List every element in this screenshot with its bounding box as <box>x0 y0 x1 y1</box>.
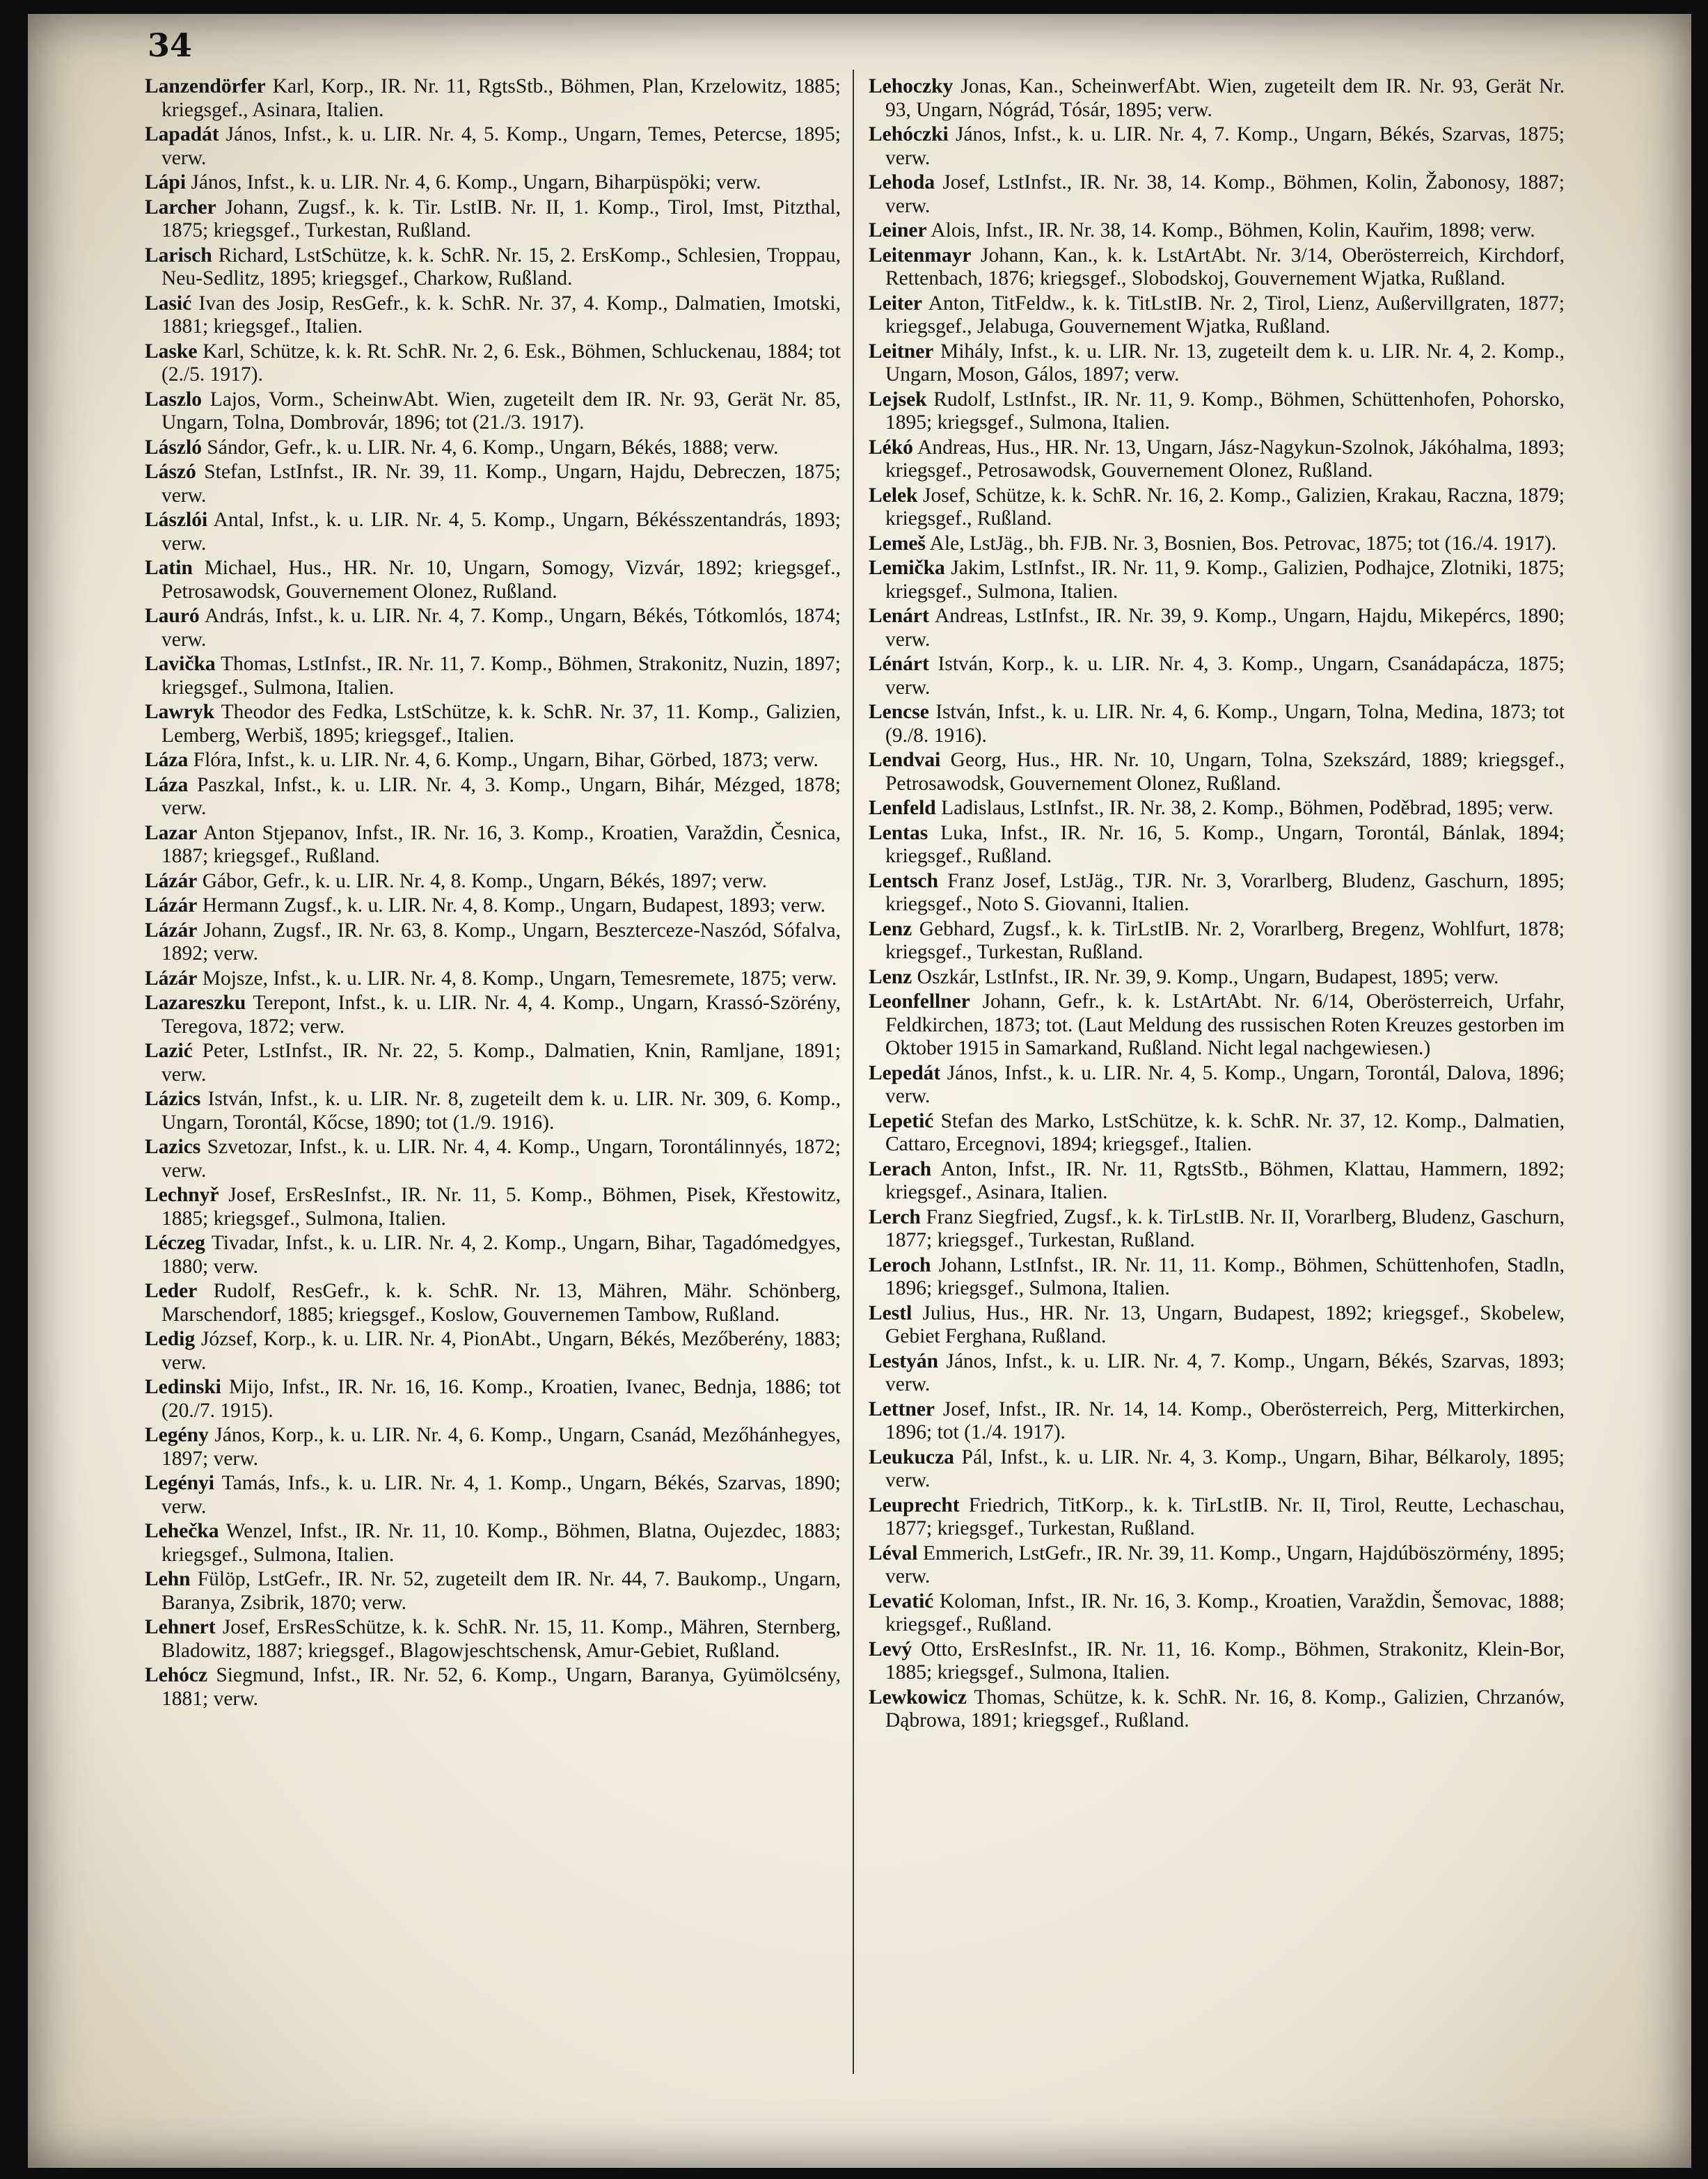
entry-surname: Lanzendörfer <box>145 75 266 97</box>
entry-details: Julius, Hus., HR. Nr. 13, Ungarn, Budapest, 1892; kriegsgef., Skobelew, Gebiet Ferghana, Rußland. <box>885 1301 1565 1347</box>
document-page <box>28 14 1691 2168</box>
entry-details: János, Korp., k. u. LIR. Nr. 4, 6. Komp., Ungarn, Csanád, Mezőhánhegyes, 1897; verw. <box>161 1424 841 1470</box>
list-entry <box>145 822 841 869</box>
list-entry <box>145 123 841 170</box>
list-entry <box>145 1520 841 1567</box>
entry-details: Karl, Korp., IR. Nr. 11, RgtsStb., Böhmen, Plan, Krzelowitz, 1885; kriegsgef., Asinara, Italien. <box>161 75 841 121</box>
entry-details: Johann, LstInfst., IR. Nr. 11, 11. Komp., Böhmen, Schüttenhofen, Stadln, 1896; kriegsgef., Sulmona, Italien. <box>885 1253 1565 1299</box>
entry-details: Georg, Hus., HR. Nr. 10, Ungarn, Tolna, Szekszárd, 1889; kriegsgef., Petrosawodsk, Gouvernement Olonez, Rußland. <box>885 749 1565 795</box>
list-entry <box>869 701 1565 747</box>
entry-surname: Lénárt <box>869 653 929 675</box>
list-entry <box>145 653 841 699</box>
entry-surname: Lettner <box>869 1397 935 1420</box>
list-entry <box>145 749 841 772</box>
entry-details: Friedrich, TitKorp., k. k. TirLstIB. Nr. II, Tirol, Reutte, Lechaschau, 1877; kriegsgef., Turkestan, Rußland. <box>885 1493 1565 1539</box>
column-left <box>145 75 841 2079</box>
entry-details: Lajos, Vorm., ScheinwAbt. Wien, zugeteilt dem IR. Nr. 93, Gerät Nr. 85, Ungarn, Tolna, Dombrovár, 1896; tot (21./3. 1917). <box>161 388 841 434</box>
entry-surname: Ledinski <box>145 1376 221 1398</box>
entry-details: Thomas, Schütze, k. k. SchR. Nr. 16, 8. Komp., Galizien, Chrzanów, Dąbrowa, 1891; kriegsgef., Rußland. <box>885 1686 1565 1732</box>
entry-surname: Lenz <box>869 917 912 940</box>
entry-surname: Lepedát <box>869 1061 941 1084</box>
entry-details: Mijo, Infst., IR. Nr. 16, 16. Komp., Kroatien, Ivanec, Bednja, 1886; tot (20./7. 1915). <box>161 1376 841 1422</box>
entry-surname: Lerach <box>869 1157 932 1180</box>
list-entry <box>145 774 841 821</box>
list-entry <box>869 340 1565 387</box>
entry-surname: Lepetić <box>869 1109 934 1132</box>
list-entry <box>145 1424 841 1471</box>
entry-details: Szvetozar, Infst., k. u. LIR. Nr. 4, 4. Komp., Ungarn, Torontálinnyés, 1872; verw. <box>161 1136 841 1182</box>
column-divider <box>853 70 854 2074</box>
entry-details: Karl, Schütze, k. k. Rt. SchR. Nr. 2, 6. Esk., Böhmen, Schluckenau, 1884; tot (2./5. 1917). <box>161 340 841 386</box>
entry-surname: Lehoda <box>869 171 935 193</box>
list-entry <box>869 605 1565 651</box>
list-entry <box>145 1136 841 1182</box>
entry-surname: Lászó <box>145 461 196 483</box>
entry-surname: Levatić <box>869 1590 934 1613</box>
list-entry <box>869 484 1565 531</box>
entry-surname: Lawryk <box>145 701 214 723</box>
entry-surname: Laske <box>145 340 198 363</box>
entry-surname: Lapadát <box>145 123 219 145</box>
entry-details: Stefan, LstInfst., IR. Nr. 39, 11. Komp., Ungarn, Hajdu, Debreczen, 1875; verw. <box>161 461 841 507</box>
list-entry <box>869 1398 1565 1445</box>
entry-details: Luka, Infst., IR. Nr. 16, 5. Komp., Ungarn, Torontál, Bánlak, 1894; kriegsgef., Rußland. <box>885 821 1565 867</box>
entry-details: János, Infst., k. u. LIR. Nr. 4, 7. Komp., Ungarn, Békés, Szarvas, 1893; verw. <box>885 1349 1565 1395</box>
entry-surname: Lenárt <box>869 605 929 627</box>
list-entry <box>869 1110 1565 1157</box>
entry-surname: Lencse <box>869 701 929 723</box>
entry-details: Terepont, Infst., k. u. LIR. Nr. 4, 4. Komp., Ungarn, Krassó-Szörény, Teregova, 1872; verw. <box>161 992 841 1038</box>
entry-details: Antal, Infst., k. u. LIR. Nr. 4, 5. Komp., Ungarn, Békésszentandrás, 1893; verw. <box>161 509 841 555</box>
list-entry <box>145 1328 841 1374</box>
entry-surname: Legény <box>145 1424 209 1446</box>
list-entry <box>869 966 1565 990</box>
entry-details: Peter, LstInfst., IR. Nr. 22, 5. Komp., Dalmatien, Knin, Ramljane, 1891; verw. <box>161 1040 841 1086</box>
list-entry <box>869 75 1565 122</box>
list-entry <box>145 919 841 966</box>
entry-surname: Lenfeld <box>869 797 936 819</box>
entry-details: Alois, Infst., IR. Nr. 38, 14. Komp., Böhmen, Kolin, Kauřim, 1898; verw. <box>926 219 1535 241</box>
entry-details: Ladislaus, LstInfst., IR. Nr. 38, 2. Komp., Böhmen, Poděbrad, 1895; verw. <box>935 797 1553 819</box>
entry-surname: Lehócz <box>145 1664 208 1686</box>
entry-details: Jakim, LstInfst., IR. Nr. 11, 9. Komp., Galizien, Podhajce, Zlotniki, 1875; kriegsgef., Sulmona, Italien. <box>885 557 1565 603</box>
entry-details: Michael, Hus., HR. Nr. 10, Ungarn, Somogy, Vizvár, 1892; kriegsgef., Petrosawodsk, Gouvernement Olonez, Rußland. <box>161 557 841 603</box>
list-entry <box>145 870 841 894</box>
list-entry <box>869 822 1565 869</box>
list-entry <box>145 340 841 387</box>
entry-surname: Leitenmayr <box>869 244 972 267</box>
entry-surname: Lemeš <box>869 532 926 555</box>
entry-details: Johann, Gefr., k. k. LstArtAbt. Nr. 6/14, Oberösterreich, Urfahr, Feldkirchen, 1873; tot. (Laut Meldung des russischen Roten Kreuzes gestorben im Oktober 1915 in Samarkand, Rußland. Nicht legal nachgewiesen.) <box>885 990 1565 1059</box>
list-entry <box>869 749 1565 795</box>
entry-surname: Latin <box>145 557 193 579</box>
entry-details: János, Infst., k. u. LIR. Nr. 4, 7. Komp., Ungarn, Békés, Szarvas, 1875; verw. <box>885 123 1565 169</box>
list-entry <box>869 388 1565 435</box>
entry-surname: Lászlói <box>145 509 208 531</box>
entry-details: János, Infst., k. u. LIR. Nr. 4, 6. Komp., Ungarn, Biharpüspöki; verw. <box>186 171 761 193</box>
list-entry <box>869 1542 1565 1589</box>
entry-surname: Leuprecht <box>869 1493 960 1516</box>
entry-surname: Levý <box>869 1638 912 1661</box>
entry-surname: Lechnyř <box>145 1184 219 1206</box>
entry-details: Johann, Zugsf., k. k. Tir. LstIB. Nr. II, 1. Komp., Tirol, Imst, Pitzthal, 1875; kriegsgef., Turkestan, Rußland. <box>161 196 841 241</box>
list-entry <box>869 1494 1565 1541</box>
entry-surname: Lehoczky <box>869 75 954 97</box>
entry-surname: Lehnert <box>145 1616 216 1638</box>
list-entry <box>869 1254 1565 1301</box>
list-entry <box>145 1232 841 1278</box>
list-entry <box>869 918 1565 965</box>
list-entry <box>869 436 1565 483</box>
entry-details: Paszkal, Infst., k. u. LIR. Nr. 4, 3. Komp., Ungarn, Bihár, Mézged, 1878; verw. <box>161 773 841 819</box>
entry-details: Ivan des Josip, ResGefr., k. k. SchR. Nr. 37, 4. Komp., Dalmatien, Imotski, 1881; kriegsgef., Italien. <box>161 292 841 338</box>
list-entry <box>145 1616 841 1663</box>
entry-surname: Lázics <box>145 1088 201 1110</box>
entry-surname: Leitner <box>869 340 934 363</box>
list-entry <box>869 653 1565 699</box>
entry-surname: Lazics <box>145 1136 201 1158</box>
list-entry <box>869 557 1565 603</box>
entry-details: Theodor des Fedka, LstSchütze, k. k. SchR. Nr. 37, 11. Komp., Galizien, Lemberg, Werbiš, 1895; kriegsgef., Italien. <box>161 701 841 747</box>
entry-surname: Lázár <box>145 894 198 917</box>
list-entry <box>869 1638 1565 1685</box>
list-entry <box>145 436 841 460</box>
entry-details: Emmerich, LstGefr., IR. Nr. 39, 11. Komp., Ungarn, Hajdúböszörmény, 1895; verw. <box>885 1542 1565 1587</box>
list-entry <box>145 701 841 747</box>
page-number: 34 <box>148 26 193 64</box>
entry-surname: Lestyán <box>869 1349 938 1372</box>
entry-surname: Láza <box>145 749 189 771</box>
list-entry <box>145 557 841 603</box>
entry-surname: Lavička <box>145 653 216 675</box>
list-entry <box>869 244 1565 291</box>
list-entry <box>869 292 1565 339</box>
list-entry <box>145 1472 841 1519</box>
entry-details: Hermann Zugsf., k. u. LIR. Nr. 4, 8. Komp., Ungarn, Budapest, 1893; verw. <box>197 894 825 917</box>
entry-details: Anton Stjepanov, Infst., IR. Nr. 16, 3. Komp., Kroatien, Varaždin, Česnica, 1887; kriegsgef., Rußland. <box>161 821 841 867</box>
list-entry <box>869 1062 1565 1109</box>
entry-surname: Lazareszku <box>145 992 246 1014</box>
entry-details: András, Infst., k. u. LIR. Nr. 4, 7. Komp., Ungarn, Békés, Tótkomlós, 1874; verw. <box>161 605 841 651</box>
entry-surname: Lazar <box>145 821 198 844</box>
entry-details: Franz Josef, LstJäg., TJR. Nr. 3, Vorarlberg, Bludenz, Gaschurn, 1895; kriegsgef., Noto S. Giovanni, Italien. <box>885 869 1565 915</box>
entry-surname: Lasić <box>145 292 192 315</box>
entry-surname: Lewkowicz <box>869 1686 967 1709</box>
column-right <box>869 75 1565 2079</box>
list-entry <box>869 219 1565 243</box>
entry-details: Gábor, Gefr., k. u. LIR. Nr. 4, 8. Komp., Ungarn, Békés, 1897; verw. <box>197 869 768 892</box>
entry-surname: Lázár <box>145 869 198 892</box>
entry-details: Franz Siegfried, Zugsf., k. k. TirLstIB. Nr. II, Vorarlberg, Bludenz, Gaschurn, 1877; kriegsgef., Turkestan, Rußland. <box>885 1205 1565 1251</box>
entry-details: Thomas, LstInfst., IR. Nr. 11, 7. Komp., Böhmen, Strakonitz, Nuzin, 1897; kriegsgef., Sulmona, Italien. <box>161 653 841 699</box>
list-entry <box>145 1664 841 1711</box>
list-entry <box>869 797 1565 821</box>
entry-details: Fülöp, LstGefr., IR. Nr. 52, zugeteilt dem IR. Nr. 44, 7. Baukomp., Ungarn, Baranya, Zsibrik, 1870; verw. <box>161 1568 841 1614</box>
list-entry <box>869 1590 1565 1637</box>
entry-surname: Larcher <box>145 196 216 219</box>
entry-details: Josef, LstInfst., IR. Nr. 38, 14. Komp., Böhmen, Kolin, Žabonosy, 1887; verw. <box>885 171 1565 217</box>
entry-surname: Lenz <box>869 965 912 988</box>
entry-surname: Lehečka <box>145 1520 219 1542</box>
entry-details: Josef, ErsResSchütze, k. k. SchR. Nr. 15, 11. Komp., Mähren, Sternberg, Bladowitz, 1887; kriegsgef., Blagowjeschtschensk, Amur-Gebiet, Rußland. <box>161 1616 841 1662</box>
entry-details: Richard, LstSchütze, k. k. SchR. Nr. 15, 2. ErsKomp., Schlesien, Troppau, Neu-Sedlitz, 1895; kriegsgef., Charkow, Rußland. <box>161 244 841 290</box>
entry-surname: Lauró <box>145 605 200 627</box>
entry-surname: Leiter <box>869 292 922 315</box>
entry-surname: Léczeg <box>145 1232 205 1254</box>
entry-details: Anton, Infst., IR. Nr. 11, RgtsStb., Böhmen, Klattau, Hammern, 1892; kriegsgef., Asinara, Italien. <box>885 1157 1565 1203</box>
entry-details: Josef, Infst., IR. Nr. 14, 14. Komp., Oberösterreich, Perg, Mitterkirchen, 1896; tot (1./4. 1917). <box>885 1397 1565 1443</box>
entry-details: Josef, ErsResInfst., IR. Nr. 11, 5. Komp., Böhmen, Pisek, Křestowitz, 1885; kriegsgef., Sulmona, Italien. <box>161 1184 841 1230</box>
entry-details: Johann, Zugsf., IR. Nr. 63, 8. Komp., Ungarn, Beszterceze-Naszód, Sófalva, 1892; verw. <box>161 919 841 965</box>
list-entry <box>869 1206 1565 1253</box>
entry-surname: Lentas <box>869 821 928 844</box>
entry-surname: Lentsch <box>869 869 938 892</box>
entry-surname: Lazić <box>145 1040 193 1062</box>
list-entry <box>869 870 1565 917</box>
entry-surname: Lázár <box>145 919 198 942</box>
entry-surname: Lápi <box>145 171 187 193</box>
entry-details: Tivadar, Infst., k. u. LIR. Nr. 4, 2. Komp., Ungarn, Bihar, Tagadómedgyes, 1880; verw. <box>161 1232 841 1278</box>
list-entry <box>869 990 1565 1061</box>
entry-details: István, Infst., k. u. LIR. Nr. 8, zugeteilt dem k. u. LIR. Nr. 309, 6. Komp., Ungarn, Torontál, Kőcse, 1890; tot (1./9. 1916). <box>161 1088 841 1134</box>
entry-details: Jonas, Kan., ScheinwerfAbt. Wien, zugeteilt dem IR. Nr. 93, Gerät Nr. 93, Ungarn, Nógrád, Tósár, 1895; verw. <box>885 75 1565 121</box>
entry-surname: Lelek <box>869 484 918 507</box>
entry-details: Siegmund, Infst., IR. Nr. 52, 6. Komp., Ungarn, Baranya, Gyümölcsény, 1881; verw. <box>161 1664 841 1710</box>
entry-details: Wenzel, Infst., IR. Nr. 11, 10. Komp., Böhmen, Blatna, Oujezdec, 1883; kriegsgef., Sulmona, Italien. <box>161 1520 841 1566</box>
list-entry <box>145 1280 841 1326</box>
list-entry <box>145 461 841 507</box>
list-entry <box>145 1088 841 1134</box>
entry-surname: Leiner <box>869 219 927 241</box>
list-entry <box>145 292 841 339</box>
entry-details: József, Korp., k. u. LIR. Nr. 4, PionAbt., Ungarn, Békés, Mezőberény, 1883; verw. <box>161 1328 841 1374</box>
entry-surname: Leonfellner <box>869 990 970 1013</box>
list-entry <box>145 605 841 651</box>
entry-details: Otto, ErsResInfst., IR. Nr. 11, 16. Komp., Böhmen, Strakonitz, Klein-Bor, 1885; kriegsgef., Sulmona, Italien. <box>885 1638 1565 1683</box>
entry-details: Rudolf, ResGefr., k. k. SchR. Nr. 13, Mähren, Mähr. Schönberg, Marschendorf, 1885; kriegsgef., Koslow, Gouvernemen Tambow, Rußland. <box>161 1280 841 1326</box>
entry-surname: Láza <box>145 773 189 796</box>
list-entry <box>869 171 1565 218</box>
list-entry <box>145 1376 841 1423</box>
list-entry <box>145 75 841 122</box>
entry-details: Johann, Kan., k. k. LstArtAbt. Nr. 3/14, Oberösterreich, Kirchdorf, Rettenbach, 1876; kriegsgef., Slobodskoj, Gouvernement Wjatka, Rußland. <box>885 244 1565 290</box>
entry-details: Ale, LstJäg., bh. FJB. Nr. 3, Bosnien, Bos. Petrovac, 1875; tot (16./4. 1917). <box>925 532 1557 555</box>
entry-surname: Lékó <box>869 436 913 459</box>
list-entry <box>145 992 841 1038</box>
list-entry <box>145 171 841 195</box>
entry-surname: Léval <box>869 1542 918 1564</box>
entry-surname: Lejsek <box>869 388 927 411</box>
list-entry <box>145 244 841 291</box>
entry-details: Rudolf, LstInfst., IR. Nr. 11, 9. Komp., Böhmen, Schüttenhofen, Pohorsko, 1895; kriegsgef., Sulmona, Italien. <box>885 388 1565 434</box>
entry-surname: Leukucza <box>869 1445 954 1468</box>
entry-details: Oszkár, LstInfst., IR. Nr. 39, 9. Komp., Ungarn, Budapest, 1895; verw. <box>912 965 1499 988</box>
entry-surname: Lendvai <box>869 749 941 771</box>
entry-details: Pál, Infst., k. u. LIR. Nr. 4, 3. Komp., Ungarn, Bihar, Bélkaroly, 1895; verw. <box>885 1445 1565 1491</box>
list-entry <box>869 1686 1565 1733</box>
entry-surname: Lestl <box>869 1301 912 1324</box>
entry-details: Flóra, Infst., k. u. LIR. Nr. 4, 6. Komp., Ungarn, Bihar, Görbed, 1873; verw. <box>188 749 819 771</box>
list-entry <box>145 967 841 991</box>
list-entry <box>145 1040 841 1086</box>
entry-surname: Lemička <box>869 557 945 579</box>
list-entry <box>869 532 1565 556</box>
entry-surname: Lázár <box>145 967 198 990</box>
entry-surname: Ledig <box>145 1328 196 1350</box>
list-entry <box>869 1446 1565 1493</box>
entry-details: János, Infst., k. u. LIR. Nr. 4, 5. Komp., Ungarn, Torontál, Dalova, 1896; verw. <box>885 1061 1565 1107</box>
entry-surname: Leder <box>145 1280 198 1302</box>
entry-details: Josef, Schütze, k. k. SchR. Nr. 16, 2. Komp., Galizien, Krakau, Raczna, 1879; kriegsgef., Rußland. <box>885 484 1565 530</box>
list-entry <box>145 196 841 243</box>
entry-details: Koloman, Infst., IR. Nr. 16, 3. Komp., Kroatien, Varaždin, Šemovac, 1888; kriegsgef., Rußland. <box>885 1590 1565 1635</box>
entry-details: Gebhard, Zugsf., k. k. TirLstIB. Nr. 2, Vorarlberg, Bregenz, Wohlfurt, 1878; kriegsgef., Turkestan, Rußland. <box>885 917 1565 963</box>
list-entry <box>869 123 1565 170</box>
list-entry <box>869 1158 1565 1205</box>
entry-details: István, Infst., k. u. LIR. Nr. 4, 6. Komp., Ungarn, Tolna, Medina, 1873; tot (9./8. 1916). <box>885 701 1565 747</box>
entry-details: János, Infst., k. u. LIR. Nr. 4, 5. Komp., Ungarn, Temes, Petercse, 1895; verw. <box>161 123 841 169</box>
entry-details: Tamás, Infs., k. u. LIR. Nr. 4, 1. Komp., Ungarn, Békés, Szarvas, 1890; verw. <box>161 1472 841 1518</box>
entry-details: Stefan des Marko, LstSchütze, k. k. SchR. Nr. 37, 12. Komp., Dalmatien, Cattaro, Ercegnovi, 1894; kriegsgef., Italien. <box>885 1109 1565 1155</box>
list-entry <box>145 894 841 918</box>
entry-details: Anton, TitFeldw., k. k. TitLstIB. Nr. 2, Tirol, Lienz, Außervillgraten, 1877; kriegsgef., Jelabuga, Gouvernement Wjatka, Rußland. <box>885 292 1565 338</box>
list-entry <box>145 509 841 555</box>
list-entry <box>869 1350 1565 1397</box>
entry-details: Andreas, LstInfst., IR. Nr. 39, 9. Komp., Ungarn, Hajdu, Mikepércs, 1890; verw. <box>885 605 1565 651</box>
list-entry <box>145 1184 841 1230</box>
list-entry <box>145 1568 841 1615</box>
list-entry <box>145 388 841 435</box>
entry-details: Mojsze, Infst., k. u. LIR. Nr. 4, 8. Komp., Ungarn, Temesremete, 1875; verw. <box>197 967 837 990</box>
entry-surname: Legényi <box>145 1472 214 1494</box>
entry-surname: Laszlo <box>145 388 202 411</box>
entry-surname: László <box>145 436 202 459</box>
entry-surname: Larisch <box>145 244 212 267</box>
entry-details: Mihály, Infst., k. u. LIR. Nr. 13, zugeteilt dem k. u. LIR. Nr. 4, 2. Komp., Ungarn, Moson, Gálos, 1897; verw. <box>885 340 1565 386</box>
entry-surname: Lehn <box>145 1568 191 1590</box>
list-entry <box>869 1302 1565 1349</box>
entry-details: Andreas, Hus., HR. Nr. 13, Ungarn, Jász-Nagykun-Szolnok, Jákóhalma, 1893; kriegsgef., Petrosawodsk, Gouvernement Olonez, Rußland. <box>885 436 1565 482</box>
entry-details: István, Korp., k. u. LIR. Nr. 4, 3. Komp., Ungarn, Csanádapácza, 1875; verw. <box>885 653 1565 699</box>
entry-details: Sándor, Gefr., k. u. LIR. Nr. 4, 6. Komp., Ungarn, Békés, 1888; verw. <box>201 436 779 459</box>
entry-surname: Lerch <box>869 1205 921 1228</box>
entry-surname: Lehóczki <box>869 123 949 145</box>
entry-surname: Leroch <box>869 1253 931 1276</box>
